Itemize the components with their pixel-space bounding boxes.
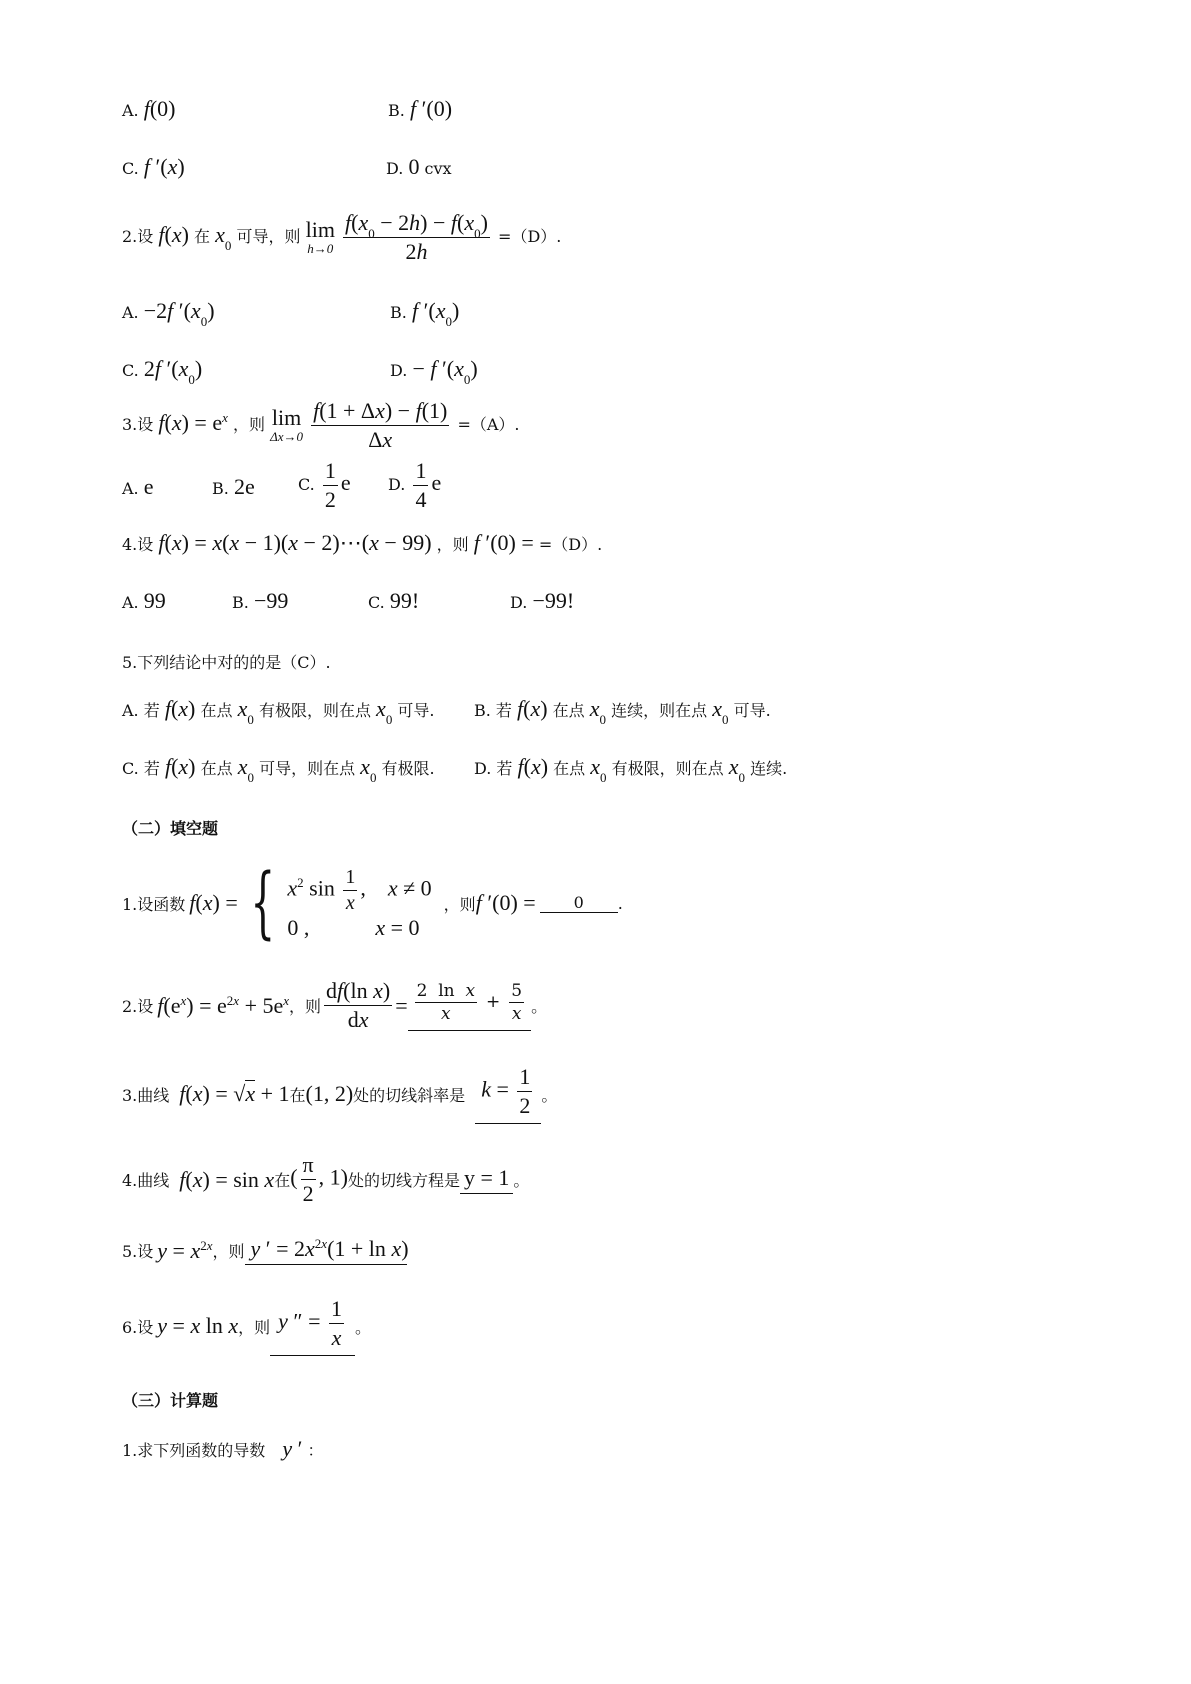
answer-blank: k = $\frac{1}{2}$ [475,1064,541,1124]
question-text: ，则 [436,535,469,554]
math-x0: $x_0$ [215,222,232,253]
question-text: ，则 [238,1317,271,1337]
option-text: 可导，则在点 [259,759,356,778]
fill-question-2 [122,978,547,1033]
option-fraction: $\frac{1}{2}$ [324,458,336,512]
math-derivative: f ′(0) = [475,890,536,915]
option-math: e [431,470,442,495]
option-text: 有极限，则在点 [258,701,371,720]
option-math: −99 [253,588,289,613]
question-text: 6.设 [122,1317,154,1337]
point: ( $\frac{\pi}{2}$ , 1) [290,1152,348,1206]
math-x0: $x_0$ [712,696,729,727]
option-text: 有极限，则在点 [611,759,724,778]
math-x0: $x_0$ [590,754,607,785]
option-label: D. [390,361,408,380]
question-5-stem: 5.下列结论中对的的是（C）. [122,653,331,672]
point: (1, 2) [305,1081,354,1106]
fill-question-3 [122,1064,557,1124]
q5-option-c [122,754,435,785]
question-text: 。 [531,997,548,1016]
option-label: C. [122,361,139,380]
option-label: B. [212,479,229,498]
q5-option-a [122,696,435,727]
math-definition: $f(x) = e^x$ [158,410,228,435]
math-definition: f(x) = x(x − 1)(x − 2)⋯(x − 99) [158,530,432,555]
question-text: 2.设 [122,997,154,1016]
option-math: f ′(0) [409,96,453,121]
option-label: B. [388,101,405,120]
limit: lim Δx→0 [270,405,303,445]
q2-option-a [122,298,215,329]
question-text: 5.设 [122,1242,154,1261]
question-text: 。 [354,1317,371,1337]
option-text: 可导. [397,701,435,720]
option-label: A. [122,101,139,120]
option-math: f $'(x_0)$ [411,298,460,329]
option-math: 99! [389,588,420,613]
option-math: 99 [143,588,166,613]
question-2 [122,210,561,265]
question-number: 3.设 [122,415,154,434]
question-text: 1.设函数 [122,894,186,914]
option-math: 2f $'(x_0)$ [143,356,203,387]
question-text: 在 [274,1171,291,1190]
equals: = [395,992,408,1018]
question-text: 。 [513,1171,530,1190]
question-text: 1.求下列函数的导数 [122,1441,266,1460]
question-text: 在 [289,1085,306,1105]
fill-question-6 [122,1296,371,1356]
question-text: ，则 [443,894,476,914]
option-fraction: $\frac{1}{4}$ [415,458,427,512]
question-text: 4.曲线 [122,1171,170,1190]
difference-quotient: $\frac{f(1 + \Delta x) - f(1)}{\Delta x}$ [313,398,448,452]
answer-term-2: $\frac{5}{x}$ [511,980,523,1024]
option-label: A. [122,303,139,322]
option-suffix: cvx [424,159,452,178]
answer-blank: 0 [540,893,618,913]
answer: =（D）. [498,227,562,246]
section-title-fill-in: （二）填空题 [122,819,219,838]
q3-option-a [122,474,154,500]
case-2: 0 , x = 0 [287,914,420,940]
fill-question-5 [122,1236,407,1265]
math-derivative: f ′(0) = [473,530,534,555]
option-text: 有极限. [381,759,435,778]
answer: =（D）. [538,535,603,554]
math-definition: f(x) = sin x [179,1166,275,1192]
q1-option-b [388,96,452,122]
piecewise-cases [287,866,431,941]
option-text: 在点 [200,759,233,778]
q1-option-a [122,96,176,122]
answer-blank [408,981,532,1031]
question-text: ，则 [212,1242,245,1261]
option-math: −99! [532,588,575,613]
derivative-ln: $\frac{\text{df(ln x)}}{dx}$ [326,978,391,1032]
option-label: B. [232,593,249,612]
math-fx: f(x) = [189,890,238,915]
option-label: D. [386,159,404,178]
question-text: ，则 [289,997,322,1016]
difference-quotient: $\frac{f(x_0 - 2h) - f(x_0)}{2h}$ [345,210,488,264]
option-label: D. [388,475,406,494]
plus: + [486,992,501,1012]
question-number: 2.设 [122,227,154,246]
math-fx: f(x) [164,754,196,779]
math-definition: $y = x^{2x}$ [157,1237,213,1263]
option-text: 连续. [750,759,788,778]
answer-blank: y ′ = $2x^{2x}(1 + \ln x)$ [245,1236,407,1265]
option-text: 可导. [733,701,771,720]
q4-option-b [232,588,288,614]
option-label: C. [298,475,315,494]
math-fx: f(x) [164,696,196,721]
section-title-calculation: （三）计算题 [122,1391,219,1410]
option-math: 0 [408,154,420,179]
option-text: D. 若 [474,759,513,778]
answer-blank: y = 1 [460,1165,513,1194]
q3-option-b [212,474,255,500]
math-x0: $x_0$ [589,696,607,727]
math-x0: $x_0$ [360,754,377,785]
option-math: 2e [233,474,255,499]
option-label: C. [122,159,139,178]
question-text: . [617,893,623,913]
answer-blank: y ″ = $\frac{1}{x}$ [270,1296,355,1356]
q5-option-b [474,696,771,727]
option-math: − f $'(x_0)$ [412,356,478,387]
option-label: D. [510,593,528,612]
q4-option-a [122,588,166,614]
question-text: 。 [541,1085,558,1105]
fill-question-4 [122,1152,529,1207]
q4-option-c [368,588,419,614]
q2-option-b [390,298,460,329]
math-x0: $x_0$ [237,696,254,727]
limit: lim h→0 [305,217,335,257]
option-math: e [340,470,351,495]
fill-question-1 [122,858,623,948]
option-math: −2f $'(x_0)$ [143,298,215,329]
question-text: 处的切线方程是 [347,1171,460,1190]
question-text: 在 [194,227,211,246]
q1-option-c [122,154,185,180]
q3-option-d [388,458,441,513]
option-text: A. 若 [122,701,160,720]
question-text: 处的切线斜率是 [353,1085,466,1105]
math-definition: y = x ln x [157,1313,239,1338]
piecewise-brace: { [250,858,275,948]
math-definition: $f(e^x) = e^{2x} + 5e^x$ [157,992,290,1018]
option-text: C. 若 [122,759,160,778]
q2-option-c [122,356,203,387]
option-text: B. 若 [474,701,512,720]
option-text: 在点 [553,759,586,778]
math-derivative: y ′ [282,1436,303,1461]
option-label: A. [122,479,139,498]
question-number: 4.设 [122,535,154,554]
question-3 [122,398,520,453]
option-math: f ′(x) [143,154,185,179]
option-text: 连续，则在点 [611,701,708,720]
math-fx: f(x) [517,696,548,721]
math-x0: $x_0$ [237,754,254,785]
calc-question-1 [122,1436,324,1462]
question-text: ，则 [232,415,265,434]
math-x0: $x_0$ [728,754,746,785]
math-definition: f(x) = √x + 1 [179,1081,290,1106]
question-text: 可导，则 [236,227,301,246]
math-x0: $x_0$ [376,696,393,727]
option-math: f(0) [143,96,176,121]
math-fx: f(x) [158,222,189,247]
option-math: e [143,474,154,499]
question-text: ： [307,1441,324,1460]
case-1: $x^2$ sin $\frac{1}{x}$ , x ≠ 0 [287,865,432,914]
q4-option-d [510,588,574,614]
q2-option-d [390,356,478,387]
option-text: 在点 [552,701,585,720]
option-label: A. [122,593,139,612]
answer-term-1: $\frac{\text{2 ln x}}{x}$ [416,980,476,1024]
q5-option-d [474,754,788,785]
question-4 [122,530,602,556]
option-label: C. [368,593,385,612]
q3-option-c [298,458,351,513]
option-text: 在点 [200,701,233,720]
answer: =（A）. [457,415,520,434]
math-fx: f(x) [517,754,549,779]
option-label: B. [390,303,407,322]
q1-option-d [386,154,452,180]
question-text: 3.曲线 [122,1085,170,1105]
